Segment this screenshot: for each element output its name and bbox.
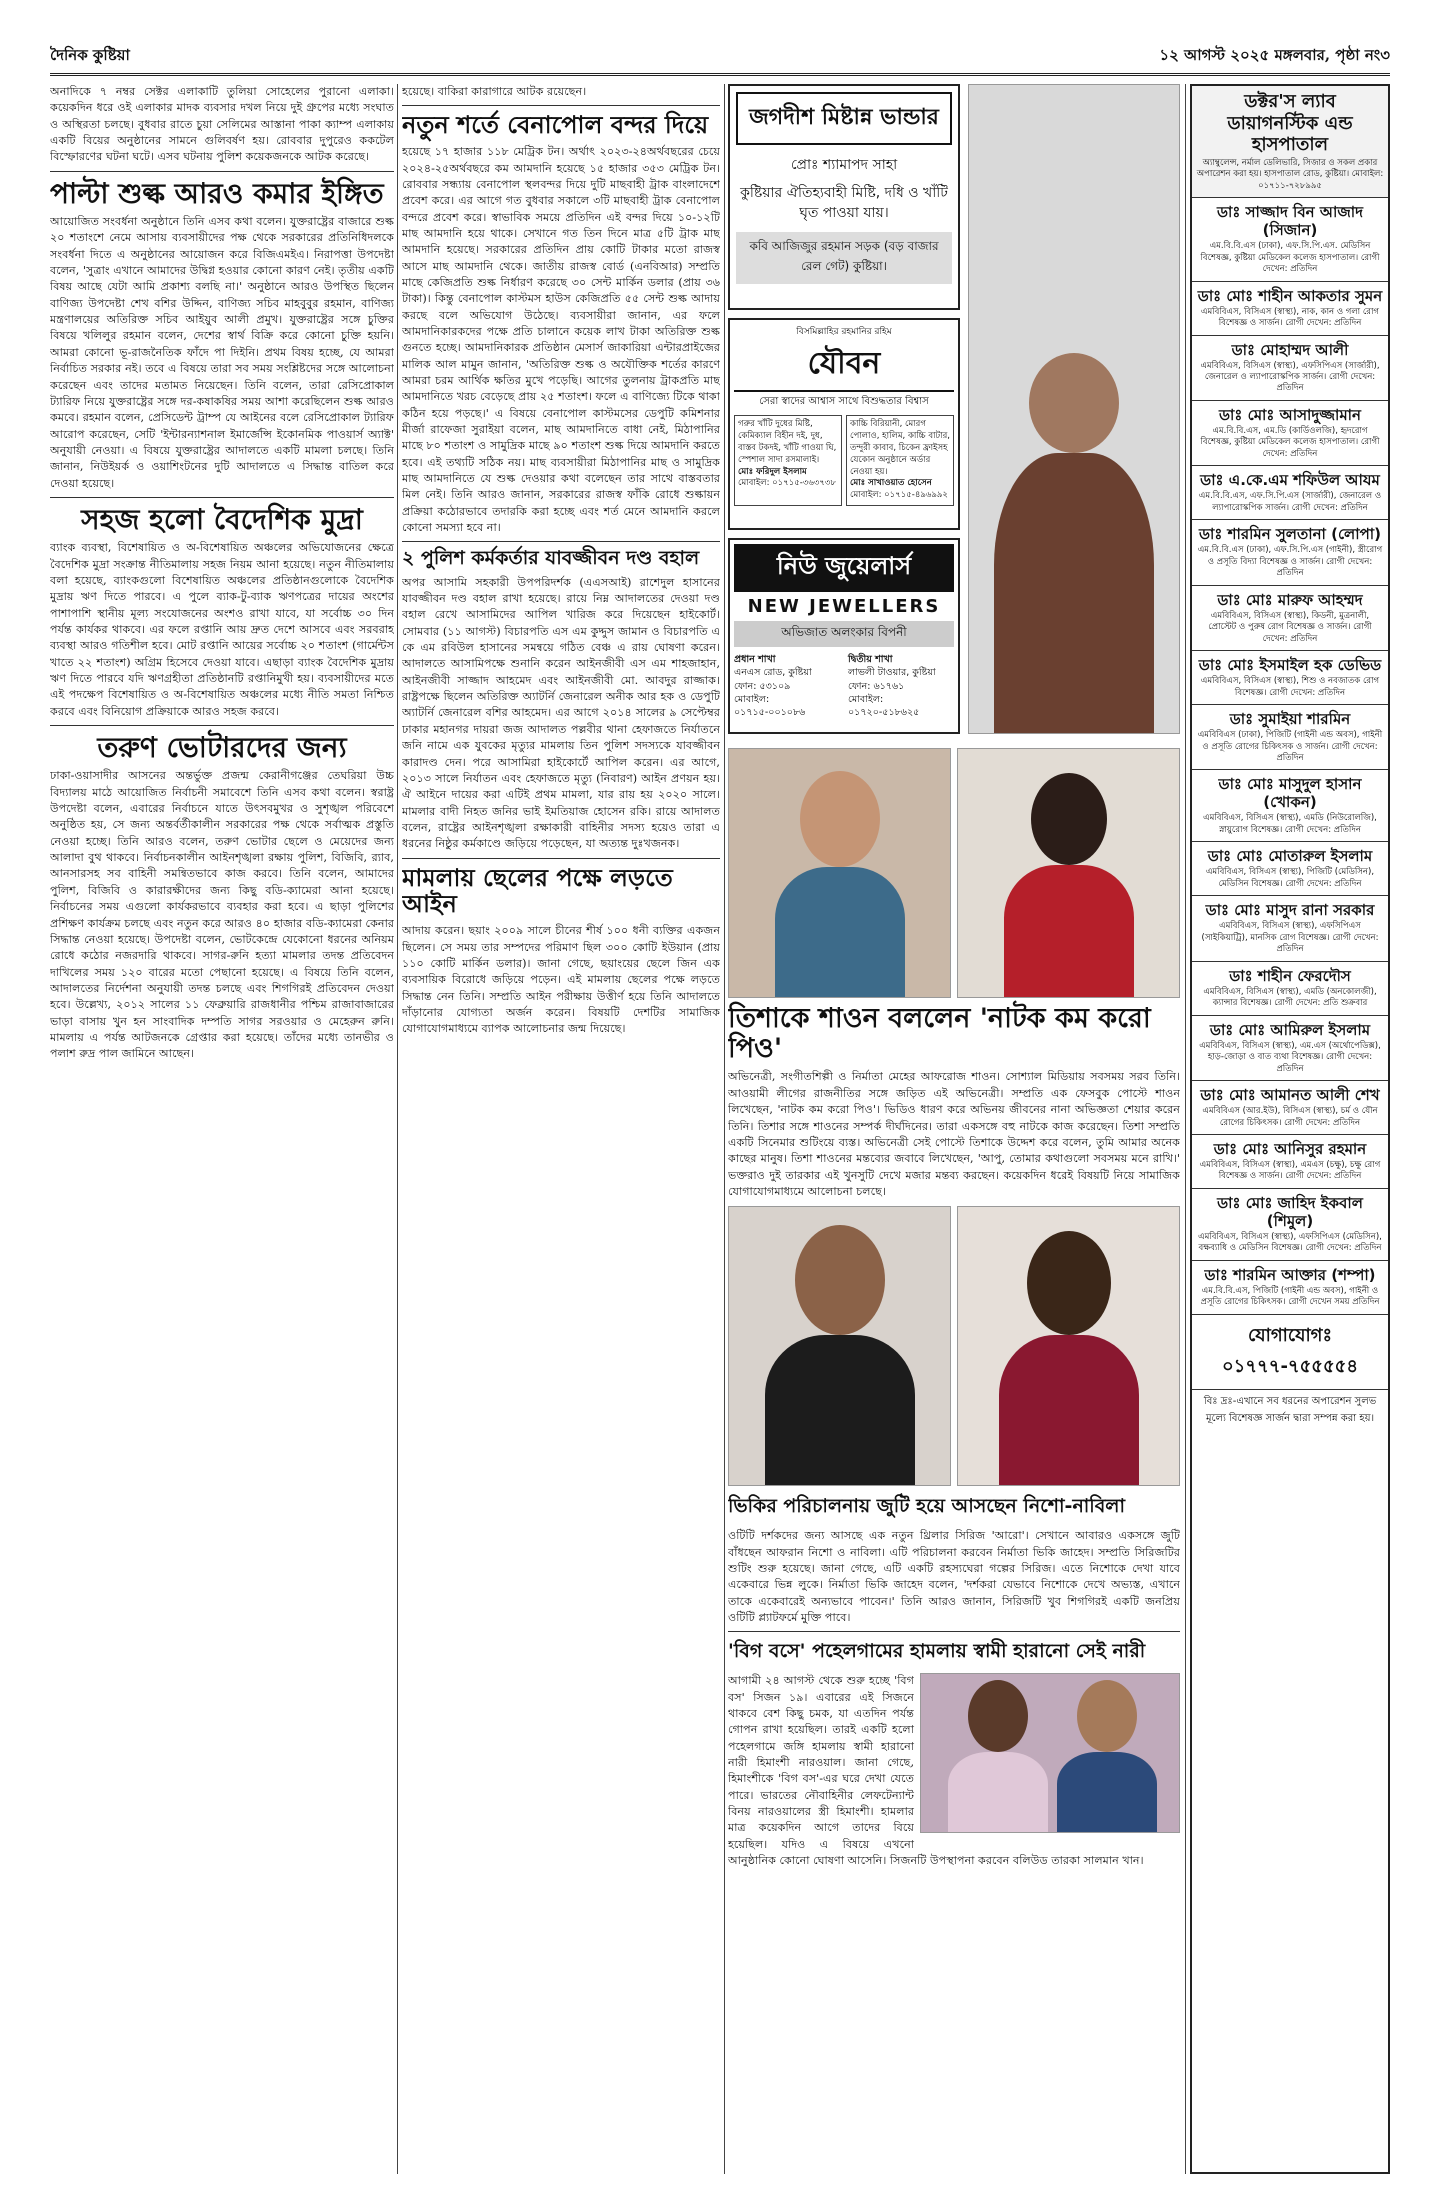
person-torso — [948, 1752, 1048, 1832]
article-text: অপর আসামি সহকারী উপপরিদর্শক (এএসআই) রাশেদুল হাসানের যাবজ্জীবন দণ্ড বহাল রাখা হয়েছে। রায়ে নিম্ন আদালতের দেওয়া দণ্ড বহাল রেখে আসামিদের আপিল খারিজ করে দিয়েছেন হাইকোর্ট। সোমবার (১১ আগস্ট) বিচারপতি এস এম কুদ্দুস জামান ও বিচারপতি এ কে এম রবিউল হাসানের সমন্বয়ে গঠিত বেঞ্চ এ রায় ঘোষণা করেন। আদালতে আসামিপক্ষে শুনানি করেন আইনজীবী এস এম শাহজাহান, আইনজীবী সাজ্জাদ আহমেদ এবং আইনজীবী মো. আবদুর রাজ্জাক। রাষ্ট্রপক্ষে ছিলেন অতিরিক্ত অ্যাটর্নি জেনারেল অনীক আর হক ও ডেপুটি অ্যাটর্নি জেনারেল বশির আহমেদ। এর আগে ২০১৪ সালের ৯ সেপ্টেম্বর ঢাকার মহানগর দায়রা জজ আদালত পল্লবীর থানা হেফাজতে নির্যাতনে জনি নামে এক যুবকের মৃত্যুর মামলায় তিন পুলিশ সদস্যকে যাবজ্জীবন কারাদণ্ড দেন। পরে আসামিরা হাইকোর্টে আপিল করেন। এর আগে, ২০১৩ সালে নির্যাতন এবং হেফাজতে মৃত্যু (নিবারণ) আইন প্রণয়ন হয়। ঐ আইনে দায়ের করা এটিই প্রথম মামলা, যার রায় হয় ২০২০ সালে। মামলার বাদী নিহত জনির ভাই ইমতিয়াজ হোসেন রকি। রায়ে আদালত বলেন, রাষ্ট্রের আইনশৃঙ্খলা রক্ষাকারী বাহিনীর সদস্য হয়েও তারা এ ধরনের নিষ্ঠুর কর্মকাণ্ডে জড়িয়ে পড়েছেন, যা অত্যন্ত দুঃখজনক। — [402, 575, 720, 851]
doctor-name: ডাঃ মোঃ আনিসুর রহমান — [1213, 1140, 1367, 1158]
ad-new-jewellers — [728, 538, 960, 734]
doctor-card — [1192, 896, 1388, 961]
ad-joubon-info — [734, 415, 954, 506]
doctor-info: এমবিবিএস, বিসিএস (স্বাস্থ্য), কিডনী, মুত্রনালী, প্রোস্টেট ও পুরুষ রোগ বিশেষজ্ঞ ও সার্জন। রোগী দেখেন: প্রতিদিন — [1208, 610, 1372, 644]
person-figure — [1004, 773, 1134, 997]
headline-benapole: নতুন শর্তে বেনাপোল বন্দর দিয়ে — [402, 111, 709, 140]
contact-number: যোগাযোগঃ ০১৭৭৭-৭৫৫৫৫৪ — [1192, 1315, 1388, 1390]
person-torso — [1004, 865, 1134, 997]
doctor-card — [1192, 1261, 1388, 1315]
doctor-info: এমবিবিএস, বিসিএস (স্বাস্থ্য), পিজিটি (মেডিসিন), মেডিসিন বিশেষজ্ঞ। রোগী দেখেন: প্রতিদিন — [1205, 867, 1375, 889]
person-head — [800, 771, 880, 867]
photo-row-tisha-shaon — [728, 748, 1180, 998]
ads-and-photos-row — [728, 84, 1180, 742]
photo-placeholder — [968, 84, 1180, 734]
doctor-name: ডাঃ মোঃ ইসমাইল হক ডেভিড — [1198, 656, 1382, 675]
doctor-name: ডাঃ মোঃ আসাদুজ্জামান — [1219, 405, 1361, 424]
person-head — [1077, 1680, 1137, 1752]
ad-jagadish — [728, 84, 960, 310]
person-head — [968, 1680, 1028, 1752]
ad-joubon-right — [846, 415, 954, 506]
person-figure — [948, 1680, 1048, 1832]
person-head — [1027, 1231, 1111, 1335]
doctor-info: এম.বি.বি.এস, পিজিটি (গাইনী এন্ড অবস), গাইনী ও প্রসূতি রোগের চিকিৎসক। রোগী দেখেন সময় প্রতিদিন — [1200, 1285, 1380, 1308]
doctors-directory — [1190, 84, 1390, 2174]
divider — [402, 858, 720, 859]
page-header — [50, 40, 1390, 76]
ad-jagadish-title: জগদীশ মিষ্টান্ন ভান্ডার — [736, 92, 952, 145]
branch-1-mobile: মোবাইল: ০১৭১৫-০০১০৮৬ — [734, 693, 806, 719]
branch-1-address: এনএস রোড, কুষ্টিয়া — [734, 667, 812, 679]
divider — [728, 1631, 1180, 1632]
doctor-info: এমবিবিএস, বিসিএস (স্বাস্থ্য), এফসিপিএস (সার্জারী), জেনারেল ও ল্যাপারোস্কপিক সার্জন। রোগী দেখেন: প্রতিদিন — [1200, 360, 1380, 394]
doctor-info: এমবিবিএস, বিসিএস (স্বাস্থ্য), এমএস (চক্ষু), চক্ষু রোগ বিশেষজ্ঞ ও সার্জন। রোগী দেখেন: প্রতিদিন — [1199, 1160, 1381, 1182]
ad-jagadish-address: কবি আজিজুর রহমান সড়ক (বড় বাজার রেল গেট) কুষ্টিয়া। — [736, 232, 952, 284]
doctor-name: ডাঃ মোঃ মোতারুল ইসলাম — [1207, 847, 1373, 866]
doctor-name: ডাঃ মোঃ মারুফ আহম্মদ — [1217, 590, 1363, 609]
person-head — [1029, 353, 1119, 453]
doctor-info: এমবিবিএস, বিসিএস (স্বাস্থ্য), এমডি (অনকোলজী), ক্যান্সার বিশেষজ্ঞ। রোগী দেখেন: প্রতি শুক্রবার — [1203, 986, 1377, 1009]
ad-jewellers-branch-2 — [848, 653, 954, 719]
ad-jewellers-tagline: অভিজাত অলংকার বিপনী — [734, 621, 954, 647]
doctor-info: এমবিবিএস, বিসিএস (স্বাস্থ্য), নাক, কান ও গলা রোগ বিশেষজ্ঞ ও সার্জন। রোগী দেখেন: প্রতিদিন — [1200, 306, 1380, 329]
ad-joubon-left-phone: মোবাইল: ০১৭১৫-৩৬৩৭৩৮ — [738, 478, 836, 489]
divider — [402, 541, 720, 542]
photo-bigg-boss — [920, 1673, 1180, 1833]
doctor-info: এম.বি.বি.এস (ঢাকা), এফ.সি.পি.এস. মেডিসিন বিশেষজ্ঞ, কুষ্টিয়া মেডিকেল কলেজ হাসপাতাল। রোগী দেখেন: প্রতিদিন — [1200, 241, 1380, 275]
article-text: হয়েছে ১৭ হাজার ১১৮ মেট্রিক টন। অর্থাৎ ২০২৩-২৪অর্থবছরের চেয়ে ২০২৪-২৫অর্থবছরে কম আমদানি হয়েছে ১৫ হাজার ৩৫৩ মেট্রিক টন। রোববার সন্ধ্যায় বেনাপোল স্থলবন্দর দিয়ে দুটি মাছবাহী ট্রাক বাংলাদেশে প্রবেশ করে। এর আগে গত বুধবার সকালে ৩টি মাছবাহী ট্রাক বেনাপোল বন্দরে প্রবেশ করে। স্বাভাবিক সময়ে প্রতিদিন এই বন্দর দিয়ে ১০-১২টি মাছ আমদানি হয়ে থাকে। সেখানে গত তিন দিনে মাত্র ৫টি ট্রাক মাছ আমদানি হয়েছে। সরকারের প্রতিদিন প্রায় কোটি টাকার মতো রাজস্ব আসে মাছ আমদানি থেকে। জাতীয় রাজস্ব বোর্ড (এনবিআর) সম্প্রতি মাছে কেজিপ্রতি শুল্ক নির্ধারণ করেছে ৩০ সেন্ট মার্কিন ডলার (প্রায় ৩৬ টাকা)। কিন্তু বেনাপোল কাস্টমস হাউস কেজিপ্রতি ৫৫ সেন্ট শুল্ক আদায় করছে বলে অভিযোগ উঠেছে। ব্যবসায়ীরা জানান, এর ফলে আমদানিকারকদের পক্ষে প্রতি চালানে কয়েক লাখ টাকা অতিরিক্ত শুল্ক গুনতে হচ্ছে। আমদানিকারক প্রতিষ্ঠান মেসার্স জাকারিয়া এন্টারপ্রাইজের মালিক আল মামুন জানান, 'অতিরিক্ত শুল্ক ও অযৌক্তিক শর্তের কারণে আমরা চরম আর্থিক ক্ষতির মুখে পড়েছি। আগের তুলনায় ট্রাকপ্রতি মাছ আমদানিতে খরচ বেড়েছে প্রায় ২৫ শতাংশ। ফলে এ বাণিজ্যে টিকে থাকা কঠিন হয়ে পড়ছে।' এ বিষয়ে বেনাপোল কাস্টমসের ডেপুটি কমিশনার মীর্জা রাফেজা সুরাইয়া বলেন, মাছ আমদানিতে বাধা নেই, মিঠাপানির মাছে ৮০ শতাংশ ও সামুদ্রিক মাছে ৯০ শতাংশ শুল্ক দিয়ে আমদানি করতে হবে। এই তথ্যটি সঠিক নয়। মাছ ব্যবসায়ীরা মিঠাপানির মাছ ও সামুদ্রিক মাছ আমদানিতে যে শুল্ক দেওয়ার কথা বলেছেন তার সাথে বাস্তবতার মিল নেই। তিনি আরও জানান, সরকারের রাজস্ব ফাঁকি রোধে শুল্কায়ন প্রক্রিয়া কঠোরভাবে তদারকি করা হচ্ছে এবং শর্ত মেনে আমদানি করলে কোনো সমস্যা হবে না। — [402, 145, 720, 535]
doctor-info: এমবিবিএস, বিসিএস (স্বাস্থ্য), এফসিপিএস (মেডিসিন), বক্ষব্যাধি ও মেডিসিন বিশেষজ্ঞ। রোগী দেখেন: প্রতিদিন — [1198, 1231, 1382, 1254]
ad-joubon-left-person: মোঃ ফরিদুল ইসলাম — [738, 466, 807, 477]
article-text: আদায় করেন। ছয়াং ২০০৯ সালে চীনের শীর্ষ ১০০ ধনী ব্যক্তির একজন ছিলেন। সে সময় তার সম্পদের পরিমাণ ছিল ৩০০ কোটি ইউয়ান (প্রায় ১১০ কোটি মার্কিন ডলার)। জানা গেছে, ছয়াংয়ের ছেলে জিন এক ব্যবসায়িক বিরোধে জড়িয়ে পড়েন। এই মামলায় ছেলের পক্ষে লড়তে সিদ্ধান্ত নেন তিনি। সম্প্রতি আইন পরীক্ষায় উত্তীর্ণ হয়ে তিনি আদালতে দাঁড়ানোর যোগ্যতা অর্জন করেন। বিষয়টি দেশটির সামাজিক যোগাযোগমাধ্যমে ব্যাপক আলোচনার জন্ম দিয়েছে। — [402, 924, 720, 1036]
divider — [50, 725, 394, 726]
person-torso — [994, 453, 1154, 733]
branch-2-label: দ্বিতীয় শাখা — [848, 654, 893, 665]
ad-jewellers-branch-1 — [734, 653, 840, 719]
article-text: ব্যাংক ব্যবস্থা, বিশেষায়িত ও অ-বিশেষায়িত অঞ্চলের অভিযোজনের ক্ষেত্রে বৈদেশিক মুদ্রা সংক্রান্ত নীতিমালায় সহজ নিয়ম আনা হয়েছে। নতুন নীতিমালায় বলা হয়েছে, ব্যাংকগুলো বিশেষায়িত অঞ্চলের প্রতিষ্ঠানগুলোকে বৈদেশিক মুদ্রায় ঋণ দিতে পারবে। এ পুলে ব্যাক-টু-ব্যাক ঋণপত্রের দায়ের অংশের পাশাপাশি স্থানীয় মূল্য সংযোজনের অংশও রাখা যাবে, যা সর্বোচ্চ ৩০ দিন পর্যন্ত কার্যকর থাকবে। এর ফলে রপ্তানি আয় দ্রুত দেশে আসবে এবং সরবরাহ ব্যবস্থা আরও গতিশীল হবে। মোট রপ্তানি আয়ের সর্বোচ্চ ২০ শতাংশ (গার্মেন্টস খাতে ২২ শতাংশ) অগ্রিম হিসেবে দেওয়া যাবে। এছাড়া ব্যাংক বৈদেশিক মুদ্রায় ঋণ দিতে পারবে যদি ঋণগ্রহীতা প্রতিষ্ঠানটি রপ্তানিমুখী হয়। ব্যবসায়ীদের মতে এই পদক্ষেপ বিশেষায়িত ও অ-বিশেষায়িত অঞ্চলের মধ্যে নীতি সমতা নিশ্চিত করবে এবং বিনিয়োগ প্রক্রিয়াকে আরও সহজ করবে। — [50, 541, 394, 718]
ad-joubon-logo: যৌবন — [734, 339, 954, 392]
article-text: অনাদিকে ৭ নম্বর সেক্টর এলাকাটি তুলিয়া সোহেলের পুরানো এলাকা। কয়েকদিন ধরে ওই এলাকার মাদক ব্যবসার দখল নিয়ে দুই গ্রুপের মধ্যে সংঘাত ও অস্থিরতা চলছে। বুধবার রাতে চুয়া সেলিমের আস্তানা পাকা ক্যাম্প এলাকায় একটি বিয়ের অনুষ্ঠানের সামনে গুলিবর্ষণ হয়। রোববার দুপুরেও ককটেল বিস্ফোরণের ঘটনা ঘটে। এসব ঘটনায় পুলিশ কয়েকজনকে আটক করেছে। — [50, 85, 394, 164]
photo-nisho — [728, 1206, 951, 1486]
ad-jewellers-title-bn: নিউ জুয়েলার্স — [734, 544, 954, 592]
column-3 — [728, 84, 1180, 2174]
doctor-card — [1192, 1081, 1388, 1135]
doctor-card — [1192, 1189, 1388, 1261]
column-divider — [397, 84, 398, 2174]
photo-row-nisho-nabila — [728, 1206, 1180, 1486]
ad-joubon — [728, 318, 960, 530]
doctor-card — [1192, 586, 1388, 651]
lab-info: অ্যাম্বুলেন্স, নর্মাল ডেলিভারি, সিজার ও সকল প্রকার অপারেশন করা হয়। হাসপাতাল রোড, কুষ্টিয়া। মোবাইল: ০১৭১১-৭২৮৯৯৫ — [1196, 157, 1384, 191]
person-figure — [999, 1231, 1139, 1485]
doctor-card — [1192, 962, 1388, 1016]
person-head — [1031, 773, 1107, 865]
side-column — [968, 84, 1180, 742]
doctor-name: ডাঃ শাহীন ফেরদৌস — [1229, 966, 1351, 985]
photo-tisha — [957, 748, 1180, 998]
person-torso — [1057, 1752, 1157, 1832]
lab-header — [1192, 86, 1388, 198]
ads-stack — [728, 84, 960, 742]
person-figure — [775, 771, 905, 997]
person-figure — [765, 1225, 915, 1485]
doctor-card — [1192, 282, 1388, 336]
headline-tariff: পাল্টা শুল্ক আরও কমার ইঙ্গিত — [50, 176, 384, 210]
doctor-name: ডাঃ মোহাম্মদ আলী — [1231, 340, 1349, 359]
doctor-name: ডাঃ মোঃ শাহীন আকতার সুমন — [1197, 286, 1383, 305]
doctor-info: এমবিবিএস, বিসিএস (স্বাস্থ্য), এমডি (নিউরোলজি), স্নায়ুরোগ বিশেষজ্ঞ। রোগী দেখেন: প্রতিদিন — [1203, 813, 1377, 835]
doctor-card — [1192, 842, 1388, 896]
doctor-card — [1192, 401, 1388, 466]
ad-joubon-left — [734, 415, 842, 506]
doctor-name: ডাঃ মোঃ জাহিদ ইকবাল (শিমুল) — [1217, 1193, 1363, 1230]
ad-joubon-top: বিসমিল্লাহির রহমানির রহিম — [796, 327, 892, 337]
headline-law-for-son: মামলায় ছেলের পক্ষে লড়তে আইন — [402, 863, 673, 919]
headline-foreign-currency: সহজ হলো বৈদেশিক মুদ্রা — [81, 502, 363, 536]
ad-joubon-right-person: মোঃ সাখাওয়াত হোসেন — [850, 478, 932, 489]
divider — [402, 105, 720, 106]
doctor-info: এমবিবিএস, বিসিএস (স্বাস্থ্য), শিশু ও নবজাতক রোগ বিশেষজ্ঞ। রোগী দেখেন: প্রতিদিন — [1200, 676, 1380, 698]
doctor-list — [1192, 198, 1388, 1315]
column-divider — [1185, 84, 1186, 2174]
divider — [50, 497, 394, 498]
ad-jagadish-proprietor: প্রোঃ শ্যামাপদ সাহা — [790, 157, 898, 173]
doctor-card — [1192, 1135, 1388, 1189]
article-text: আগামী ২৪ আগস্ট থেকে শুরু হচ্ছে 'বিগ বস' সিজন ১৯। এবারের এই সিজনে থাকবে বেশ কিছু চমক, যা এতদিন পর্যন্ত গোপন রাখা হয়েছিল। তারই একটি হলো পহেলগামে জঙ্গি হামলায় স্বামী হারানো নারী হিমাংশী নারওয়াল। জানা গেছে, হিমাংশীকে 'বিগ বস'-এর ঘরে দেখা যেতে পারে। ভারতের নৌবাহিনীর লেফটেন্যান্ট বিনয় নারওয়ালের স্ত্রী হিমাংশী। হামলার মাত্র কয়েকদিন আগে তাদের বিয়ে হয়েছিল। যদিও এ বিষয়ে এখনো আনুষ্ঠানিক কোনো ঘোষণা আসেনি। সিজনটি উপস্থাপনা করবেন বলিউড তারকা সালমান খান। — [728, 1674, 1144, 1868]
doctor-name: ডাঃ শারমিন আক্তার (শম্পা) — [1204, 1265, 1376, 1284]
article-text: হয়েছে। বাকিরা কারাগারে আটক রয়েছেন। — [402, 85, 587, 98]
article-text: ওটিটি দর্শকদের জন্য আসছে এক নতুন থ্রিলার সিরিজ 'আরো'। সেখানে আবারও একসঙ্গে জুটি বাঁধছেন আফরান নিশো ও নাবিলা। এটি পরিচালনা করবেন নির্মাতা ভিকি জাহেদ। সম্প্রতি সিরিজটির শুটিং শুরু হয়েছে। জানা গেছে, এটি একটি রহস্যঘেরা গল্পের সিরিজ। এতে নিশোকে দেখা যাবে একেবারে ভিন্ন লুকে। নির্মাতা ভিকি জাহেদ বলেন, 'দর্শকরা যেভাবে নিশোকে দেখে অভ্যস্ত, এখানে তাকে একেবারেই অন্যভাবে পাবেন।' তিনি আরও জানান, সিরিজটি খুব শিগগিরই একটি জনপ্রিয় ওটিটি প্ল্যাটফর্মে মুক্তি পাবে। — [728, 1529, 1180, 1624]
person-torso — [765, 1335, 915, 1485]
doctor-name: ডাঃ সাজ্জাদ বিন আজাদ (সিজান) — [1216, 203, 1364, 240]
doctor-card — [1192, 336, 1388, 401]
doctor-card — [1192, 520, 1388, 585]
branch-1-phone: ফোন: ৫৩১০৯ — [734, 680, 791, 692]
branch-2-phone: ফোন: ৬১৭৬১ — [848, 680, 905, 692]
person-figure — [994, 353, 1154, 733]
headline-police-verdict: ২ পুলিশ কর্মকর্তার যাবজ্জীবন দণ্ড বহাল — [402, 547, 700, 570]
ad-joubon-right-info: কাচ্চি বিরিয়ানী, মোরগ পোলাও, হালিম, কাচ্চি বাটার, তন্দুরী কাবাব, চিকেন ফ্রাইসহ যেকোন অনুষ্ঠানে অর্ডার নেওয়া হয়। — [850, 419, 950, 477]
doctor-card — [1192, 770, 1388, 842]
column-1 — [50, 84, 394, 2174]
ad-jagadish-body: কুষ্টিয়ার ঐতিহ্যবাহী মিষ্টি, দধি ও খাঁটি ঘৃত পাওয়া যায়। — [740, 185, 948, 222]
column-2 — [402, 84, 720, 2174]
doctor-info: এম.বি.বি.এস (ঢাকা), এফ.সি.পি.এস (গাইনী), স্ত্রীরোগ ও প্রসূতি বিদ্যা বিশেষজ্ঞ ও সার্জন। রোগী দেখেন: প্রতিদিন — [1197, 545, 1383, 579]
ad-jewellers-branches — [734, 653, 954, 719]
doctor-info: এম.বি.বি.এস, এফ.সি.পি.এস (সার্জারী), জেনারেল ও ল্যাপারোস্কপিক সার্জন। রোগী দেখেন: প্রতিদিন — [1198, 491, 1382, 513]
headline-bigg-boss: 'বিগ বসে' পহেলগামের হামলায় স্বামী হারানো সেই নারী — [728, 1640, 1146, 1663]
article-text: ঢাকা-ওয়াসাদীর আসনের অন্তর্ভুক্ত প্রজন্ম কেরানীগঞ্জের তেঘরিয়া উচ্চ বিদ্যালয় মাঠে আয়োজিত নির্বাচনী সমাবেশে তিনি এসব কথা বলেন। স্বরাষ্ট্র উপদেষ্টা বলেন, এবারের নির্বাচনে যাতে উৎসবমুখর ও সুশৃঙ্খল পরিবেশে অনুষ্ঠিত হয়, সে জন্য অন্তর্বর্তীকালীন সরকারের পক্ষ থেকে সর্বাত্মক প্রস্তুতি নেওয়া হচ্ছে। তিনি আরও বলেন, তরুণ ভোটার ছেলে ও মেয়েদের জন্য আলাদা বুথ থাকবে। নির্বাচনকালীন আইনশৃঙ্খলা রক্ষায় পুলিশ, বিজিবি, র‍্যাব, আনসারসহ সব বাহিনী সমন্বিতভাবে কাজ করবে। তিনি বলেন, আমাদের পুলিশ, বিজিবি ও কারারক্ষীদের জন্য কিছু বডি-ক্যামেরা আনা হয়েছে। নির্বাচনের সময় এগুলো কার্যকরভাবে ব্যবহার করা হবে। এ ছাড়া পুলিশের প্রশিক্ষণ কার্যক্রম চলছে এবং নতুন করে আরও ৪০ হাজার বডি-ক্যামেরা কেনার সিদ্ধান্ত নেওয়া হয়েছে। উপদেষ্টা বলেন, ভোটকেন্দ্রে যেকোনো ধরনের অনিয়ম রোধে কঠোর নজরদারি থাকবে। সাগর-রুনি হত্যা মামলার তদন্ত প্রতিবেদন দাখিলের সময় ১২০ বারের মতো পেছানো হয়েছে। এ বিষয়ে তিনি বলেন, আদালতের নির্দেশনা অনুযায়ী তদন্ত চলছে এবং শিগগিরই প্রতিবেদন দেওয়া হবে। উল্লেখ্য, ২০১২ সালের ১১ ফেব্রুয়ারি রাজধানীর পশ্চিম রাজাবাজারের ভাড়া বাসায় খুন হন সাংবাদিক দম্পতি সাগর সরওয়ার ও মেহেরুন রুনি। মামলায় এ পর্যন্ত আটজনকে গ্রেপ্তার করা হয়েছে। তাঁদের মধ্যে তানভীর ও পলাশ রুদ্র পাল জামিনে আছেন। — [50, 769, 394, 1061]
headline-tisha-shaon: তিশাকে শাওন বললেন 'নাটক কম করো পিও' — [728, 1003, 1151, 1065]
article-text: আয়োজিত সংবর্ধনা অনুষ্ঠানে তিনি এসব কথা বলেন। যুক্তরাষ্ট্রের বাজারে শুল্ক ২০ শতাংশে নেমে আসায় ব্যবসায়ীদের পক্ষ থেকে সরকারের প্রতিনিধিদলকে সংবর্ধনা দিতে এ অনুষ্ঠানের আয়োজন করে বিজিএমইএ। নিরাপত্তা উপদেষ্টা বলেন, 'সুত্রাং এখানে আমাদের উদ্বিগ্ন হওয়ার কোনো কারণ নেই। তৃতীয় একটি বিষয় আছে যেটা আমি প্রকাশ্য বলছি না।' অনুষ্ঠানে আরও উপস্থিত ছিলেন বাণিজ্য উপদেষ্টা শেখ বশির উদ্দিন, বাণিজ্য সচিব মাহবুবুর রহমান, বাণিজ্য মন্ত্রণালয়ের অতিরিক্ত সচিব আইয়ুব আলী প্রমুখ। যুক্তরাষ্ট্রের সঙ্গে চুক্তির বিষয়ে খলিলুর রহমান বলেন, দেশের স্বার্থ বিক্রি করে কোনো চুক্তি হয়নি। আমরা কোনো ভূ-রাজনৈতিক ফাঁদে পা দিইনি। প্রথম বিষয় হচ্ছে, যে আমরা নির্বাচিত সরকার নই। তবে এ বিষয়ে তারা সব সময় সংশ্লিষ্টদের সঙ্গে আলোচনা করেছেন এবং তাদের মতামত নিয়েছেন। তিনি বলেন, তারা রেসিপ্রোকাল ট্যারিফ নিয়ে যুক্তরাষ্ট্রের সঙ্গে দর-কষাকষির সময় আশা করেছিলেন শুল্ক আরও কমবে। রহমান বলেন, প্রেসিডেন্ট ট্রাম্প যে আইনের বলে রেসিপ্রোকাল ট্যারিফ আরোপ করেছেন, সেটি 'ইন্টারন্যাশনাল ইমার্জেন্সি ইকোনমিক পাওয়ার্স অ্যাক্ট' অনুযায়ী নেওয়া। এ বিষয়ে যুক্তরাষ্ট্রের আদালতে একটি মামলা চলছে। তিনি জানান, নিউইয়র্ক ও ওয়াশিংটনের দুটি আদালতে এ সিদ্ধান্ত বাতিল করে দেওয়া হয়েছে। — [50, 215, 394, 490]
ad-joubon-left-info: গরুর খাঁটি দুধের মিষ্টি, কেমিক্যাল বিহীন দই, দুধ, বাস্তব টকদই, খাঁটি গাওয়া ঘি, স্পেশাল সাদা রসমালাই। — [738, 419, 837, 465]
doctor-name: ডাঃ মোঃ আমানত আলী শেখ — [1200, 1086, 1380, 1105]
person-head — [795, 1225, 885, 1335]
divider — [50, 171, 394, 172]
ad-joubon-right-phone: মোবাইল: ০১৭১৫-৪৯৬৯৯২ — [850, 490, 948, 501]
paper-name: দৈনিক কুষ্টিয়া — [50, 46, 130, 64]
column-divider — [724, 84, 725, 2174]
doctor-name: ডাঃ মোঃ মাসুদুল হাসান (খোকন) — [1218, 775, 1362, 812]
branch-1-label: প্রধান শাখা — [734, 654, 776, 665]
doctor-info: এমবিবিএস, বিসিএস (স্বাস্থ্য), এম.এস (অর্থোপেডিক্স), হাড়-জোড়া ও বাত ব্যথা বিশেষজ্ঞ। রোগী দেখেন: প্রতিদিন — [1199, 1040, 1381, 1074]
doctor-name: ডাঃ মোঃ মাসুদ রানা সরকার — [1205, 901, 1375, 920]
doctor-card — [1192, 705, 1388, 770]
doctor-info: এমবিবিএস (আর.ইউ), বিসিএস (স্বাস্থ্য), চর্ম ও যৌন রোগের চিকিৎসক। রোগী দেখেন: প্রতিদিন — [1202, 1106, 1378, 1128]
headline-young-voters: তরুণ ভোটারদের জন্য — [97, 731, 347, 765]
date-line: ১২ আগস্ট ২০২৫ মঙ্গলবার, পৃষ্ঠা নং৩ — [1159, 46, 1390, 64]
ad-joubon-tagline: সেরা স্বাদের আশ্বাস সাথে বিশুদ্ধতার বিশ্বাস — [759, 396, 929, 407]
photo-nabila — [957, 1206, 1180, 1486]
doctor-name: ডাঃ এ.কে.এম শফিউল আযম — [1200, 471, 1380, 490]
doctor-card — [1192, 466, 1388, 520]
footnote: বিঃ দ্রঃ-এখানে সব ধরনের অপারেশন সুলভ মূল্যে বিশেষজ্ঞ সার্জন দ্বারা সম্পন্ন করা হয়। — [1203, 1395, 1377, 1424]
doctor-card — [1192, 651, 1388, 705]
person-torso — [999, 1335, 1139, 1485]
branch-2-address: লাভলী টাওয়ার, কুষ্টিয়া — [848, 667, 936, 679]
person-figure — [1057, 1680, 1157, 1832]
lab-title: ডক্টর'স ল্যাব ডায়াগনস্টিক এন্ড হাসপাতাল — [1227, 91, 1353, 156]
doctor-name: ডাঃ শারমিন সুলতানা (লোপা) — [1199, 525, 1381, 544]
photo-shaon — [728, 748, 951, 998]
doctor-name: ডাঃ মোঃ আমিরুল ইসলাম — [1209, 1020, 1371, 1039]
doctor-card — [1192, 198, 1388, 281]
newspaper-page — [50, 40, 1390, 2180]
branch-2-mobile: মোবাইল: ০১৭২০-৫১৮৬২৫ — [848, 693, 920, 719]
headline-nisho-nabila: ভিকির পরিচালনায় জুটি হয়ে আসছেন নিশো-নাবিলা — [728, 1495, 1125, 1518]
article-text: অভিনেত্রী, সংগীতশিল্পী ও নির্মাতা মেহের আফরোজ শাওন। সোশ্যাল মিডিয়ায় সবসময় সরব তিনি। আওয়ামী লীগের রাজনীতির সঙ্গে জড়িত এই অভিনেত্রী। সম্প্রতি এক ফেসবুক পোস্টে শাওন লিখেছেন, 'নাটক কম করো পিও'। ভিডিও ধারণ করে অভিনয় জীবনের নানা অভিজ্ঞতা শেয়ার করেন তিনি। তিশার সঙ্গে শাওনের সম্পর্ক দীর্ঘদিনের। তারা একসঙ্গে বহু নাটকে কাজ করেছেন। তিশা সম্প্রতি একটি সিনেমার শুটিংয়ে ব্যস্ত। অভিনেত্রী সেই পোস্টে তিশাকে উদ্দেশ করে বলেন, তুমি আমার অনেক কাছের মানুষ। তিশা শাওনের মন্তব্যের জবাবে লিখেছেন, 'আপু, তোমার কথাগুলো সবসময় মনে রাখি।' ভক্তরাও দুই তারকার এই খুনসুটি দেখে মজার মন্তব্য করছেন। কয়েকদিন ধরেই বিষয়টি নিয়ে সামাজিক যোগাযোগমাধ্যমে আলোচনা চলছে। — [728, 1070, 1180, 1198]
person-torso — [775, 867, 905, 997]
doctor-info: এম.বি.বি.এস, এম.ডি (কার্ডিওলজি), হৃদরোগ বিশেষজ্ঞ, কুষ্টিয়া মেডিকেল কলেজ হাসপাতাল। রোগী দেখেন: প্রতিদিন — [1200, 425, 1380, 459]
doctor-info: এমবিবিএস, বিসিএস (স্বাস্থ্য), এফসিপিএস (সাইকিয়াট্রি), মানসিক রোগ বিশেষজ্ঞ। রোগী দেখেন: প্রতিদিন — [1201, 921, 1379, 955]
doctor-info: এমবিবিএস (ঢাকা), পিজিটি (গাইনী এন্ড অবস), গাইনী ও প্রসূতি রোগের চিকিৎসক ও সার্জন। রোগী দেখেন: প্রতিদিন — [1197, 730, 1383, 763]
doctor-name: ডাঃ সুমাইয়া শারমিন — [1229, 710, 1351, 729]
ad-jewellers-title-en: NEW JEWELLERS — [747, 596, 941, 617]
doctor-card — [1192, 1016, 1388, 1081]
